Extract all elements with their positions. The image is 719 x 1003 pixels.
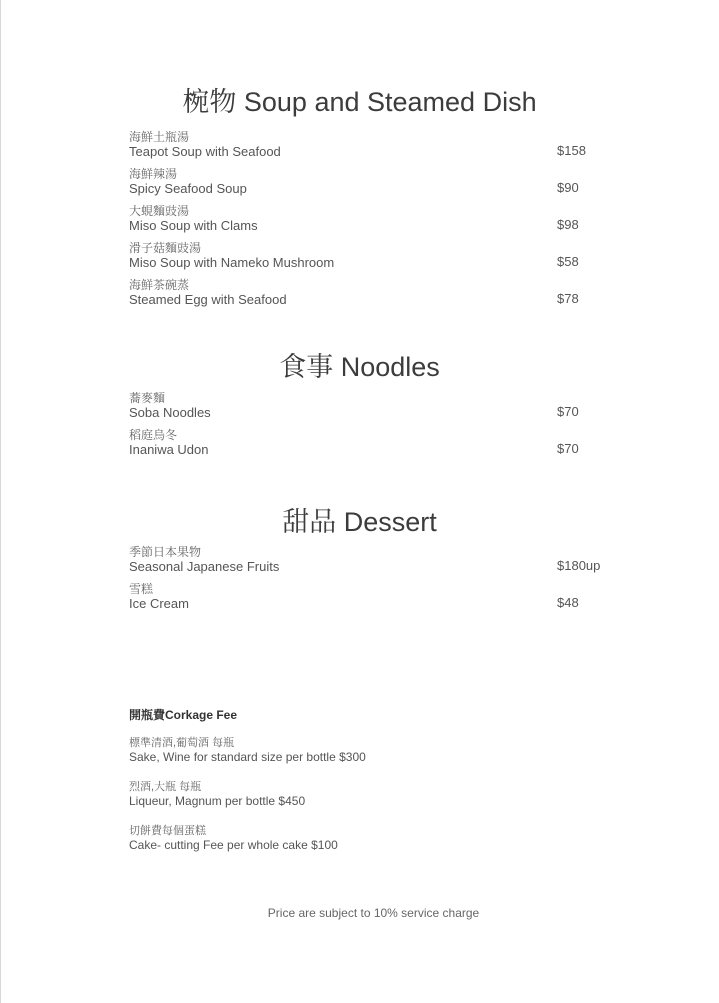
section-title-dessert: 甜品 Dessert [282,507,437,537]
fee-name-zh: 切餅費每個蛋糕 [129,825,206,837]
item-name-zh: 海鮮辣湯 [129,167,178,181]
menu-item [129,167,619,197]
item-name-en: Teapot Soup with Seafood [129,144,281,159]
item-name-en: Inaniwa Udon [129,442,209,457]
item-name-en: Ice Cream [129,596,189,611]
fee-item [129,780,529,809]
menu-item [129,241,619,271]
corkage-title: 開瓶費Corkage Fee [129,708,238,722]
item-name-zh: 大蜆麵豉湯 [129,204,190,218]
fee-name-en: Sake, Wine for standard size per bottle $300 [129,750,366,764]
item-price: $158 [557,143,586,158]
item-name-zh: 海鮮土瓶湯 [129,130,190,144]
item-name-en: Soba Noodles [129,405,211,420]
menu-item [129,278,619,308]
item-price: $58 [557,254,579,269]
fee-name-en: Cake- cutting Fee per whole cake $100 [129,838,338,852]
item-name-en: Spicy Seafood Soup [129,181,247,196]
item-name-zh: 稻庭烏冬 [129,428,178,442]
item-name-zh: 滑子菇麵豉湯 [129,241,202,255]
fee-name-zh: 標準清酒,葡萄酒 每瓶 [129,737,235,749]
menu-item [129,130,619,160]
section-title-noodles: 食事 Noodles [279,352,440,382]
menu-item [129,582,619,612]
menu-item [129,545,619,575]
item-price: $180up [557,558,601,573]
item-price: $70 [557,441,579,456]
item-price: $90 [557,180,579,195]
menu-item [129,428,619,458]
item-price: $98 [557,217,579,232]
fee-item [129,824,529,853]
item-price: $48 [557,595,579,610]
menu-item [129,204,619,234]
item-name-en: Miso Soup with Clams [129,218,258,233]
service-charge-note: Price are subject to 10% service charge [267,906,480,920]
item-name-en: Seasonal Japanese Fruits [129,559,280,574]
menu-item [129,391,619,421]
item-name-zh: 季節日本果物 [129,545,202,559]
item-name-en: Miso Soup with Nameko Mushroom [129,255,335,270]
item-price: $70 [557,404,579,419]
fee-name-zh: 烈酒,大瓶 每瓶 [129,781,202,793]
item-name-zh: 海鮮茶碗蒸 [129,278,190,292]
item-price: $78 [557,291,579,306]
section-title-soup: 椀物 Soup and Steamed Dish [182,87,537,117]
item-name-zh: 蕎麥麵 [129,391,166,405]
fee-name-en: Liqueur, Magnum per bottle $450 [129,794,306,808]
item-name-en: Steamed Egg with Seafood [129,292,287,307]
fee-item [129,736,529,765]
item-name-zh: 雪糕 [129,582,154,596]
